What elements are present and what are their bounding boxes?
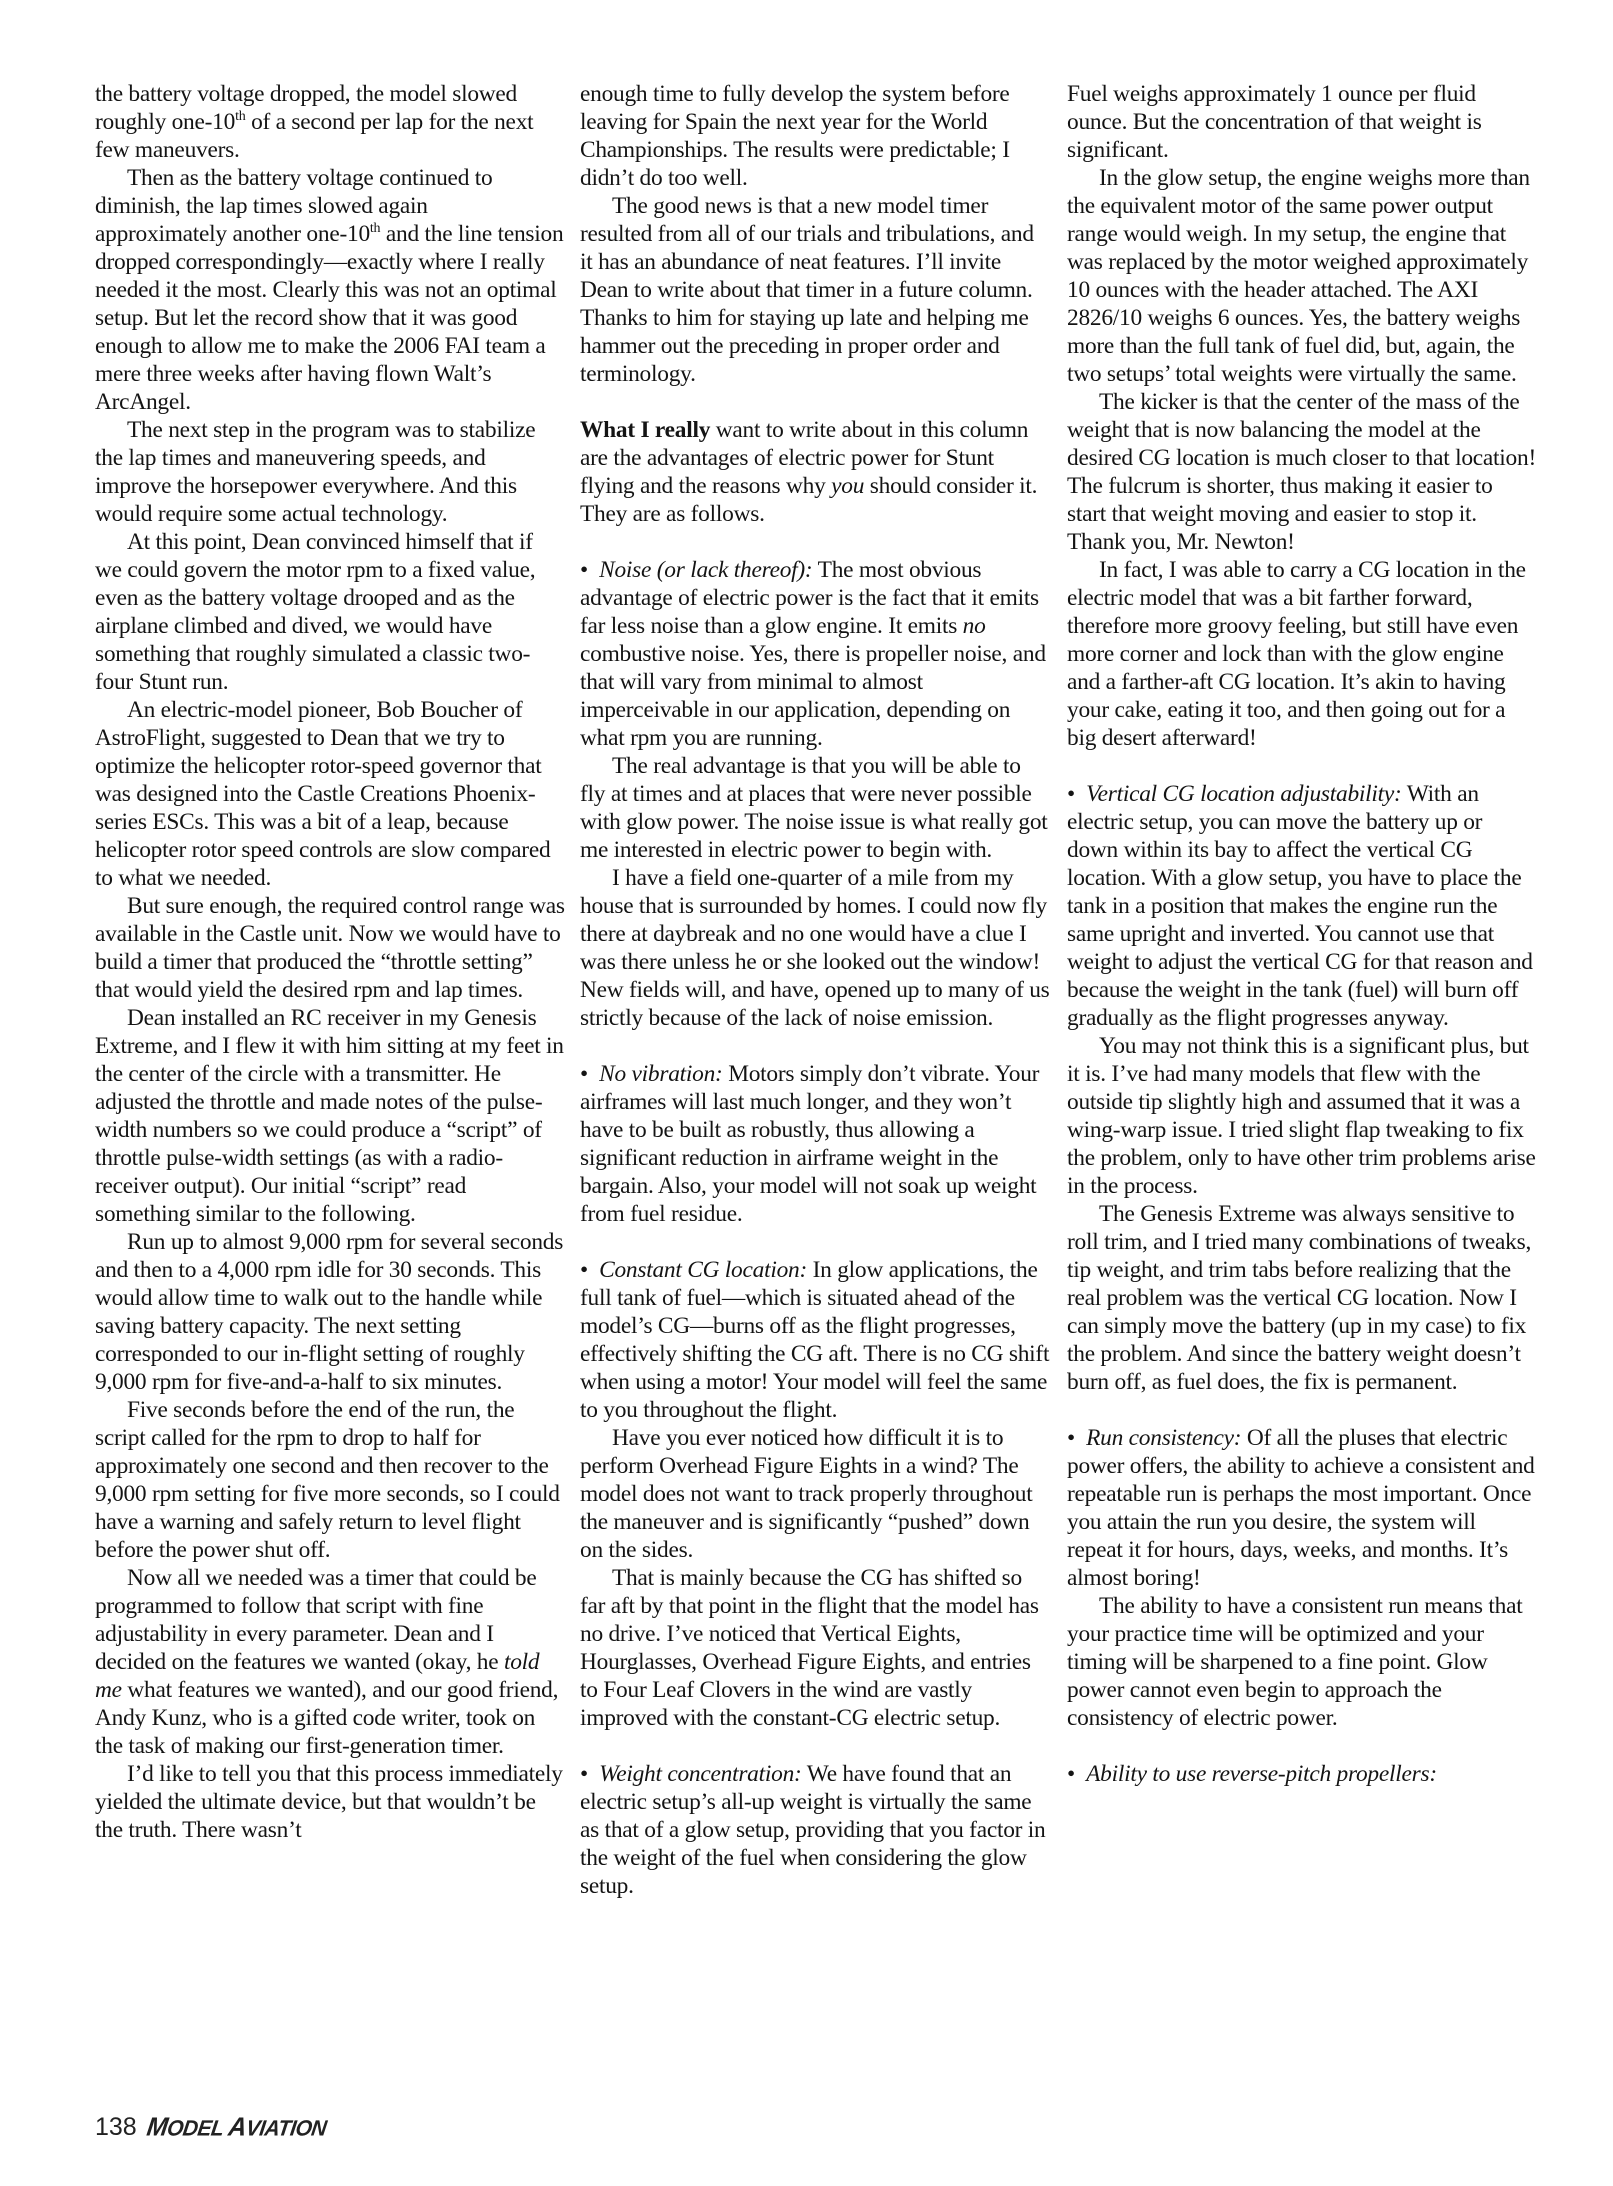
- bullet-item: • Ability to use reverse-pitch propellers:: [1067, 1760, 1537, 1788]
- paragraph: You may not think this is a significant plus, but it is. I’ve had many models that flew with the outside tip slightly high and assumed that it was a wing-warp issue. I tried slight flap tweaking to fix the problem, only to have other trim problems arise in the process.: [1067, 1033, 1536, 1199]
- paragraph: Have you ever noticed how difficult it is to perform Overhead Figure Eights in a wind? The model does not want to track properly throughout the maneuver and is significantly “pushed” down on the sides.: [580, 1425, 1033, 1563]
- column-1: [95, 80, 565, 1844]
- paragraph: I’d like to tell you that this process immediately yielded the ultimate device, but that wouldn’t be the truth. There wasn’t: [95, 1761, 563, 1843]
- paragraph: An electric-model pioneer, Bob Boucher of AstroFlight, suggested to Dean that we try to optimize the helicopter rotor-speed governor that was designed into the Castle Creations Phoenix-series ESCs. This was a bit of a leap, because helicopter rotor speed controls are slow compared to what we needed.: [95, 697, 551, 891]
- paragraph: enough time to fully develop the system before leaving for Spain the next year for the World Championships. The results were predictable; I didn’t do too well.: [580, 81, 1010, 191]
- page-number: 138: [95, 2113, 137, 2141]
- paragraph: The next step in the program was to stabilize the lap times and maneuvering speeds, and improve the horsepower everywhere. And this would require some actual technology.: [95, 417, 536, 527]
- paragraph: Five seconds before the end of the run, the script called for the rpm to drop to half for approximately one second and then recover to the 9,000 rpm setting for five more seconds, so I could have a warning and safely return to level flight before the power shut off.: [95, 1397, 560, 1563]
- bullet-item: • No vibration: Motors simply don’t vibrate. Your airframes will last much longer, and they won’t have to be built as robustly, thus allowing a significant reduction in airframe weight in the bargain. Also, your model will not soak up weight from fuel residue.: [580, 1060, 1050, 1228]
- bullet-item: • Run consistency: Of all the pluses that electric power offers, the ability to achieve a consistent and repeatable run is perhaps the most important. Once you attain the run you desire, the system will repeat it for hours, days, weeks, and months. It’s almost boring!: [1067, 1424, 1537, 1592]
- paragraph: Dean installed an RC receiver in my Genesis Extreme, and I flew it with him sitting at my feet in the center of the circle with a transmitter. He adjusted the throttle and made notes of the pulse-width numbers so we could produce a “script” of throttle pulse-width settings (as with a radio-receiver output). Our initial “script” read something similar to the following.: [95, 1005, 564, 1227]
- bullet-item: • Constant CG location: In glow applications, the full tank of fuel—which is situated ahead of the model’s CG—burns off as the flight progresses, effectively shifting the CG aft. There is no CG shift when using a motor! Your model will feel the same to you throughout the flight.: [580, 1256, 1050, 1424]
- paragraph: The kicker is that the center of the mass of the weight that is now balancing the model at the desired CG location is much closer to that location! The fulcrum is shorter, thus making it easier to start that weight moving and easier to stop it. Thank you, Mr. Newton!: [1067, 389, 1536, 555]
- paragraph: But sure enough, the required control range was available in the Castle unit. Now we would have to build a timer that produced the “throttle setting” that would yield the desired rpm and lap times.: [95, 893, 565, 1003]
- bullet-item: • Vertical CG location adjustability: With an electric setup, you can move the battery up or down within its bay to affect the vertical CG location. With a glow setup, you have to place the tank in a position that makes the engine run the same upright and inverted. You cannot use that weight to adjust the vertical CG for that reason and because the weight in the tank (fuel) will burn off gradually as the flight progresses anyway.: [1067, 780, 1537, 1032]
- paragraph: What I really want to write about in this column are the advantages of electric power for Stunt flying and the reasons why you should consider it. They are as follows.: [580, 417, 1038, 527]
- paragraph: That is mainly because the CG has shifted so far aft by that point in the flight that the model has no drive. I’ve noticed that Vertical Eights, Hourglasses, Overhead Figure Eights, and entries to Four Leaf Clovers in the wind are vastly improved with the constant-CG electric setup.: [580, 1565, 1039, 1731]
- paragraph: the battery voltage dropped, the model slowed roughly one-10th of a second per lap for the next few maneuvers.: [95, 81, 534, 163]
- paragraph: The ability to have a consistent run means that your practice time will be optimized and your timing will be sharpened to a fine point. Glow power cannot even begin to approach the consistency of electric power.: [1067, 1593, 1523, 1731]
- bullet-item: • Noise (or lack thereof): The most obvious advantage of electric power is the fact that it emits far less noise than a glow engine. It emits no combustive noise. Yes, there is propeller noise, and that will vary from minimal to almost imperceivable in our application, depending on what rpm you are running.: [580, 556, 1050, 752]
- bullet-item: • Weight concentration: We have found that an electric setup’s all-up weight is virtually the same as that of a glow setup, providing that you factor in the weight of the fuel when considering the glow setup.: [580, 1760, 1050, 1900]
- paragraph: The good news is that a new model timer resulted from all of our trials and tribulations, and it has an abundance of neat features. I’ll invite Dean to write about that timer in a future column. Thanks to him for staying up late and helping me hammer out the preceding in proper order and terminology.: [580, 193, 1034, 387]
- paragraph: I have a field one-quarter of a mile from my house that is surrounded by homes. I could now fly there at daybreak and no one would have a clue I was there unless he or she looked out the window! New fields will, and have, opened up to many of us strictly because of the lack of noise emission.: [580, 865, 1050, 1031]
- paragraph: The real advantage is that you will be able to fly at times and at places that were never possible with glow power. The noise issue is what really got me interested in electric power to begin with.: [580, 753, 1048, 863]
- magazine-logo: MODEL AVIATION: [144, 2112, 328, 2142]
- paragraph: The Genesis Extreme was always sensitive to roll trim, and I tried many combinations of tweaks, tip weight, and trim tabs before realizing that the real problem was the vertical CG location. Now I can simply move the battery (up in my case) to fix the problem. And since the battery weight doesn’t burn off, as fuel does, the fix is permanent.: [1067, 1201, 1532, 1395]
- paragraph: Now all we needed was a timer that could be programmed to follow that script with fine adjustability in every parameter. Dean and I decided on the features we wanted (okay, he told me what features we wanted), and our good friend, Andy Kunz, who is a gifted code writer, took on the task of making our first-generation timer.: [95, 1565, 559, 1759]
- paragraph: Then as the battery voltage continued to diminish, the lap times slowed again approximately another one-10th and the line tension dropped correspondingly—exactly where I really needed it the most. Clearly this was not an optimal setup. But let the record show that it was good enough to allow me to make the 2006 FAI team a mere three weeks after having flown Walt’s ArcAngel.: [95, 165, 564, 415]
- column-2: [580, 80, 1050, 1900]
- paragraph: At this point, Dean convinced himself that if we could govern the motor rpm to a fixed value, even as the battery voltage drooped and as the airplane climbed and dived, we would have something that roughly simulated a classic two-four Stunt run.: [95, 529, 536, 695]
- column-3: [1067, 80, 1537, 1788]
- paragraph: In the glow setup, the engine weighs more than the equivalent motor of the same power output range would weigh. In my setup, the engine that was replaced by the motor weighed approximately 10 ounces with the header attached. The AXI 2826/10 weighs 6 ounces. Yes, the battery weighs more than the full tank of fuel did, but, again, the two setups’ total weights were virtually the same.: [1067, 165, 1530, 387]
- paragraph: Run up to almost 9,000 rpm for several seconds and then to a 4,000 rpm idle for 30 seconds. This would allow time to walk out to the handle while saving battery capacity. The next setting corresponded to our in-flight setting of roughly 9,000 rpm for five-and-a-half to six minutes.: [95, 1229, 564, 1395]
- paragraph: Fuel weighs approximately 1 ounce per fluid ounce. But the concentration of that weight is significant.: [1067, 81, 1482, 163]
- page-footer: [95, 2113, 326, 2149]
- paragraph: In fact, I was able to carry a CG location in the electric model that was a bit farther forward, therefore more groovy feeling, but still have even more corner and lock than with the glow engine and a farther-aft CG location. It’s akin to having your cake, eating it too, and then going out for a big desert afterward!: [1067, 557, 1526, 751]
